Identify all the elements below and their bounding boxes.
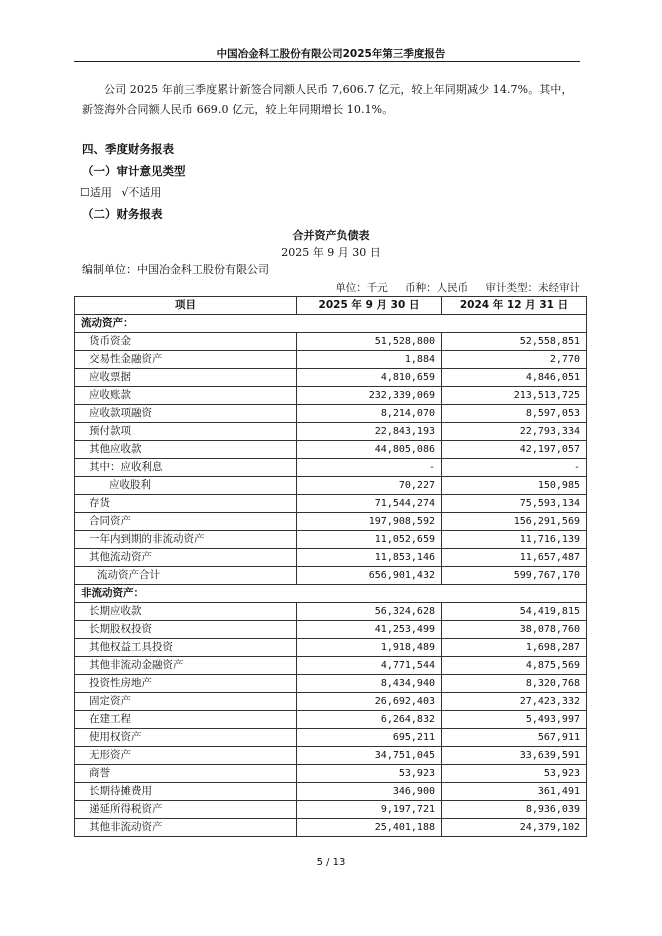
value-prior: 22,793,334 (442, 423, 587, 441)
table-row (75, 747, 587, 765)
table-row (75, 315, 587, 333)
value-prior: 4,846,051 (442, 369, 587, 387)
table-row (75, 567, 587, 585)
row-label: 固定资产 (75, 693, 297, 711)
value-current: 346,900 (297, 783, 442, 801)
value-current: 34,751,045 (297, 747, 442, 765)
table-row (75, 729, 587, 747)
table-row (75, 585, 587, 603)
table-row (75, 549, 587, 567)
header-prior: 2024 年 12 月 31 日 (442, 297, 587, 315)
statement-date: 2025 年 9 月 30 日 (281, 246, 381, 259)
value-prior: 156,291,569 (442, 513, 587, 531)
row-label: 应收股利 (75, 477, 297, 495)
row-label: 投资性房地产 (75, 675, 297, 693)
value-prior: 33,639,591 (442, 747, 587, 765)
table-row (75, 333, 587, 351)
value-current: 44,805,086 (297, 441, 442, 459)
table-row (75, 675, 587, 693)
value-current: 8,214,070 (297, 405, 442, 423)
value-current: 4,810,659 (297, 369, 442, 387)
value-current: - (297, 459, 442, 477)
page-number: 5 / 13 (316, 857, 346, 868)
value-prior: 4,875,569 (442, 657, 587, 675)
section-financial-report: （二）财务报表 (82, 207, 163, 221)
table-row (75, 621, 587, 639)
value-prior: 599,767,170 (442, 567, 587, 585)
balance-sheet-table (74, 296, 587, 837)
value-current: 232,339,069 (297, 387, 442, 405)
row-label: 在建工程 (75, 711, 297, 729)
table-row (75, 783, 587, 801)
row-label: 合同资产 (75, 513, 297, 531)
value-current: 22,843,193 (297, 423, 442, 441)
audit-type-label: 审计类型：未经审计 (485, 282, 580, 294)
table-row (75, 405, 587, 423)
table-row (75, 459, 587, 477)
unit-label: 单位：千元 (335, 282, 388, 294)
row-label: 应收票据 (75, 369, 297, 387)
audit-options (80, 184, 167, 200)
value-current: 26,692,403 (297, 693, 442, 711)
value-prior: 2,770 (442, 351, 587, 369)
row-label: 商誉 (75, 765, 297, 783)
row-label: 使用权资产 (75, 729, 297, 747)
value-current: 51,528,800 (297, 333, 442, 351)
table-row (75, 693, 587, 711)
row-label: 其他应收款 (75, 441, 297, 459)
value-current: 1,884 (297, 351, 442, 369)
table-row (75, 531, 587, 549)
row-label: 长期待摊费用 (75, 783, 297, 801)
row-label: 其中：应收利息 (75, 459, 297, 477)
table-row (75, 513, 587, 531)
row-label: 递延所得税资产 (75, 801, 297, 819)
table-row (75, 639, 587, 657)
row-label: 交易性金融资产 (75, 351, 297, 369)
value-current: 11,853,146 (297, 549, 442, 567)
value-prior: 1,698,287 (442, 639, 587, 657)
value-prior: 5,493,997 (442, 711, 587, 729)
value-current: 53,923 (297, 765, 442, 783)
value-current: 6,264,832 (297, 711, 442, 729)
row-label: 长期应收款 (75, 603, 297, 621)
table-row (75, 495, 587, 513)
value-prior: 24,379,102 (442, 819, 587, 837)
currency-label: 币种：人民币 (405, 282, 469, 294)
value-prior: 75,593,134 (442, 495, 587, 513)
table-row (75, 387, 587, 405)
row-label: 其他流动资产 (75, 549, 297, 567)
value-prior: 38,078,760 (442, 621, 587, 639)
table-row (75, 351, 587, 369)
row-label: 无形资产 (75, 747, 297, 765)
category-label: 非流动资产： (75, 585, 587, 603)
value-current: 70,227 (297, 477, 442, 495)
row-label: 流动资产合计 (75, 567, 297, 585)
contract-paragraph: 公司 2025 年前三季度累计新签合同额人民币 7,606.7 亿元，较上年同期减少 14.7%。其中，新签海外合同额人民币 669.0 亿元，较上年同期增长 10.1%。 (82, 83, 573, 116)
header-item: 项目 (75, 297, 297, 315)
value-prior: 213,513,725 (442, 387, 587, 405)
value-current: 656,901,432 (297, 567, 442, 585)
unit-line (321, 280, 580, 295)
table-row (75, 819, 587, 837)
report-header: 中国冶金科工股份有限公司2025年第三季度报告 (216, 48, 446, 60)
value-prior: 54,419,815 (442, 603, 587, 621)
compiling-unit: 编制单位：中国冶金科工股份有限公司 (82, 263, 269, 276)
value-prior: 11,716,139 (442, 531, 587, 549)
value-current: 11,052,659 (297, 531, 442, 549)
value-current: 56,324,628 (297, 603, 442, 621)
table-row (75, 801, 587, 819)
value-current: 4,771,544 (297, 657, 442, 675)
value-prior: 361,491 (442, 783, 587, 801)
value-prior: 567,911 (442, 729, 587, 747)
table-row (75, 423, 587, 441)
row-label: 其他权益工具投资 (75, 639, 297, 657)
row-label: 其他非流动金融资产 (75, 657, 297, 675)
value-prior: 11,657,487 (442, 549, 587, 567)
category-label: 流动资产： (75, 315, 587, 333)
value-prior: 8,597,053 (442, 405, 587, 423)
table-header-row (75, 297, 587, 315)
section-audit-opinion: （一）审计意见类型 (82, 164, 186, 178)
row-label: 预付款项 (75, 423, 297, 441)
option-not-applicable: √不适用 (121, 186, 162, 199)
value-current: 9,197,721 (297, 801, 442, 819)
row-label: 货币资金 (75, 333, 297, 351)
value-current: 1,918,489 (297, 639, 442, 657)
row-label: 长期股权投资 (75, 621, 297, 639)
row-label: 其他非流动资产 (75, 819, 297, 837)
row-label: 应收账款 (75, 387, 297, 405)
table-row (75, 711, 587, 729)
value-current: 8,434,940 (297, 675, 442, 693)
row-label: 存货 (75, 495, 297, 513)
value-prior: 27,423,332 (442, 693, 587, 711)
value-prior: 150,985 (442, 477, 587, 495)
value-current: 25,401,188 (297, 819, 442, 837)
header-current: 2025 年 9 月 30 日 (297, 297, 442, 315)
value-prior: 42,197,057 (442, 441, 587, 459)
value-prior: 52,558,851 (442, 333, 587, 351)
row-label: 一年内到期的非流动资产 (75, 531, 297, 549)
section-title-financial-statements: 四、季度财务报表 (82, 142, 174, 156)
value-current: 197,908,592 (297, 513, 442, 531)
row-label: 应收款项融资 (75, 405, 297, 423)
table-row (75, 369, 587, 387)
table-row (75, 765, 587, 783)
value-prior: 8,320,768 (442, 675, 587, 693)
value-prior: - (442, 459, 587, 477)
table-row (75, 477, 587, 495)
statement-title: 合并资产负债表 (292, 229, 370, 242)
table-row (75, 657, 587, 675)
value-prior: 53,923 (442, 765, 587, 783)
value-current: 695,211 (297, 729, 442, 747)
table-row (75, 441, 587, 459)
value-prior: 8,936,039 (442, 801, 587, 819)
value-current: 41,253,499 (297, 621, 442, 639)
header-rule (74, 61, 580, 62)
table-row (75, 603, 587, 621)
value-current: 71,544,274 (297, 495, 442, 513)
option-applicable: ☐适用 (80, 186, 112, 199)
